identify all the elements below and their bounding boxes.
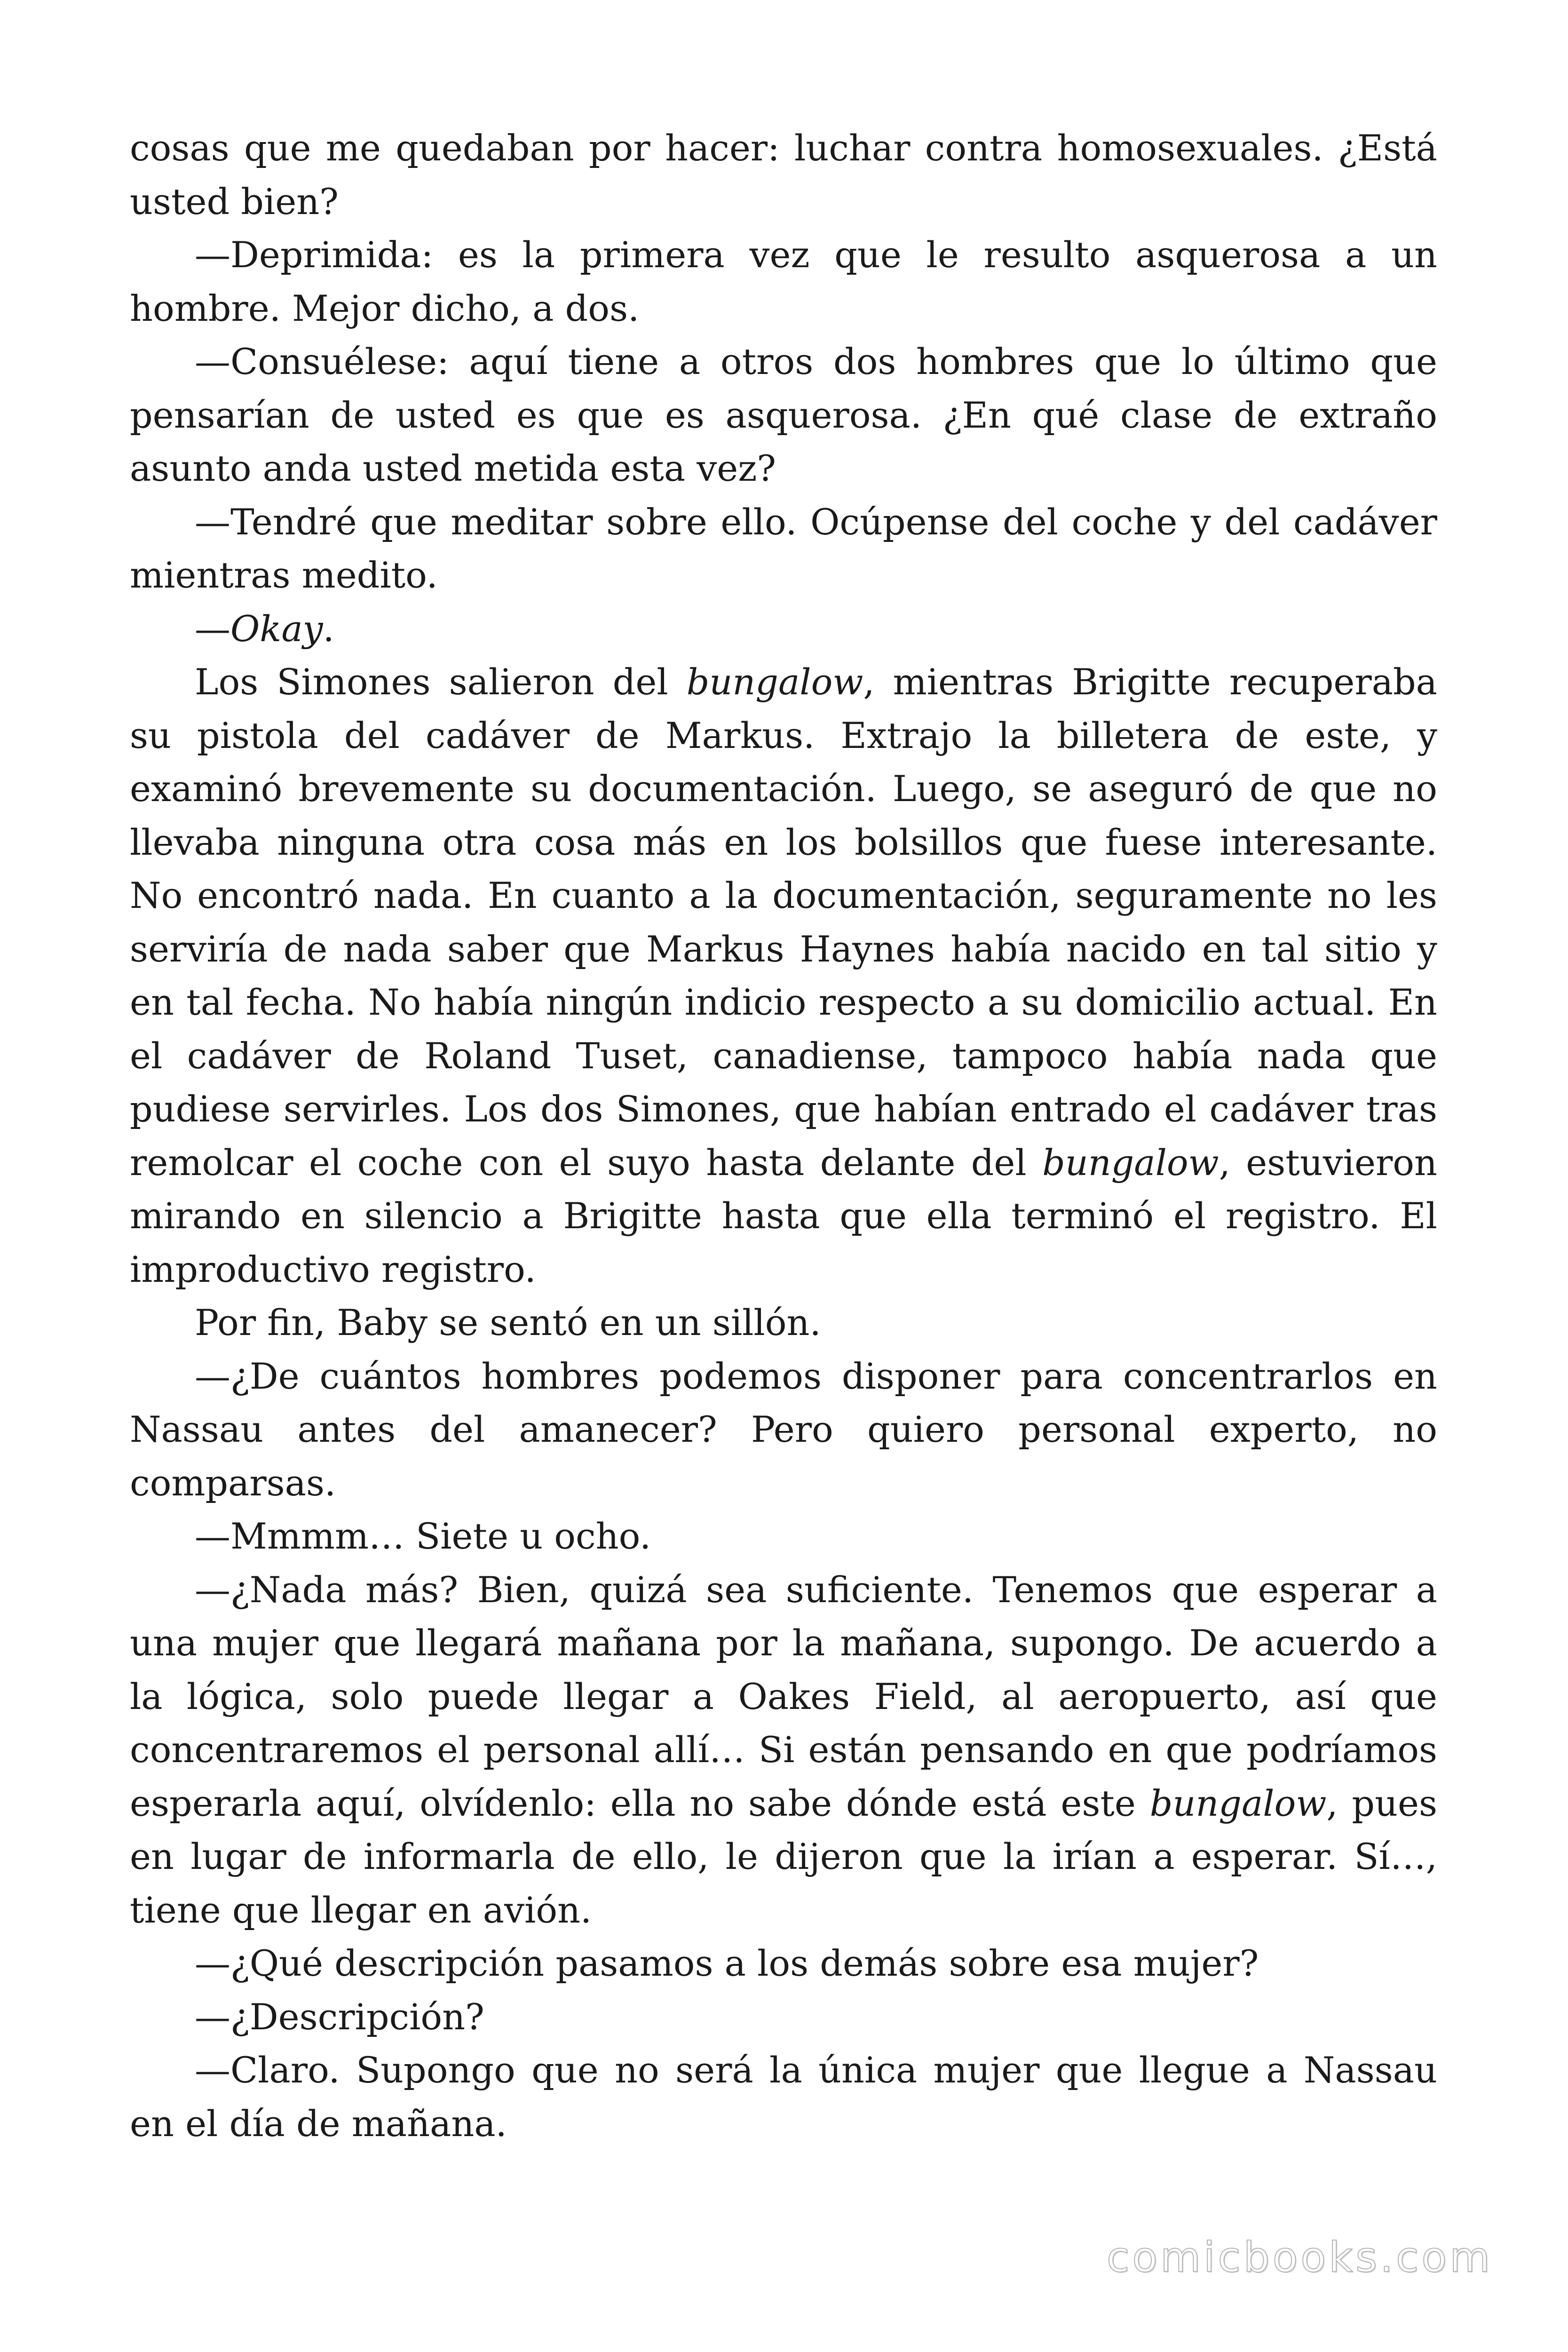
- paragraph: [130, 1937, 1437, 1990]
- text-run: , estuvieron mirando en silencio a Brigitte hasta que ella terminó el registro. El improductivo registro.: [130, 1141, 1437, 1290]
- text-run: —Claro. Supongo que no será la única mujer que llegue a Nassau en el día de mañana.: [130, 2049, 1437, 2145]
- italic-text-run: bungalow: [1149, 1782, 1327, 1824]
- paragraph: [130, 1350, 1437, 1510]
- paragraph: [130, 1990, 1437, 2044]
- text-run: cosas que me quedaban por hacer: luchar contra homosexuales. ¿Está usted bien?: [130, 127, 1437, 222]
- text-run: —¿Qué descripción pasamos a los demás sobre esa mujer?: [195, 1942, 1259, 1984]
- italic-text-run: bungalow: [1042, 1141, 1219, 1184]
- book-page-text: [130, 121, 1437, 2150]
- text-run: , pues en lugar de informarla de ello, le dijeron que la irían a esperar. Sí…, tiene que llegar en avión.: [130, 1782, 1437, 1931]
- italic-text-run: bungalow: [686, 661, 863, 703]
- paragraph: [130, 335, 1437, 495]
- paragraph: [130, 121, 1437, 228]
- paragraph: [130, 655, 1437, 1296]
- text-run: Los Simones salieron del: [195, 661, 687, 703]
- paragraph: [130, 495, 1437, 602]
- text-run: —¿De cuántos hombres podemos disponer para concentrarlos en Nassau antes del amanecer? Pero quiero personal experto, no comparsas.: [130, 1355, 1437, 1504]
- text-run: Por fin, Baby se sentó en un sillón.: [195, 1302, 821, 1343]
- paragraph: [130, 2043, 1437, 2150]
- text-run: —¿Nada más? Bien, quizá sea suficiente. Tenemos que esperar a una mujer que llegará mañana por la mañana, supongo. De acuerdo a la lógica, solo puede llegar a Oakes Field, al aeropuerto, así que concentraremos el personal allí… Si están pensando en que podríamos esperarla aquí, olvídenlo: ella no sabe dónde está este: [130, 1568, 1437, 1824]
- paragraph: [130, 1510, 1437, 1563]
- text-run: —Tendré que meditar sobre ello. Ocúpense del coche y del cadáver mientras medito.: [130, 501, 1437, 596]
- text-run: —Deprimida: es la primera vez que le resulto asquerosa a un hombre. Mejor dicho, a dos.: [130, 234, 1437, 329]
- text-run: —¿Descripción?: [195, 1995, 484, 2038]
- paragraph: [130, 1296, 1437, 1350]
- text-run: , mientras Brigitte recuperaba su pistola del cadáver de Markus. Extrajo la billetera de este, y examinó brevemente su documentación. Luego, se aseguró de que no llevaba ninguna otra cosa más en los bolsillos que fuese interesante. No encontró nada. En cuanto a la documentación, seguramente no les serviría de nada saber que Markus Haynes había nacido en tal sitio y en tal fecha. No había ningún indicio respecto a su domicilio actual. En el cadáver de Roland Tuset, canadiense, tampoco había nada que pudiese servirles. Los dos Simones, que habían entrado el cadáver tras remolcar el coche con el suyo hasta delante del: [130, 661, 1437, 1184]
- italic-text-run: Okay: [230, 607, 323, 650]
- text-run: .: [323, 607, 334, 650]
- text-run: —: [195, 607, 230, 650]
- text-run: —Mmmm… Siete u ocho.: [195, 1515, 651, 1557]
- paragraph: [130, 228, 1437, 335]
- paragraph: [130, 602, 1437, 656]
- paragraph: [130, 1563, 1437, 1937]
- text-run: —Consuélese: aquí tiene a otros dos hombres que lo último que pensarían de usted es que es asquerosa. ¿En qué clase de extraño asunto anda usted metida esta vez?: [130, 341, 1437, 489]
- site-watermark: comicbooks.com: [1106, 2233, 1493, 2281]
